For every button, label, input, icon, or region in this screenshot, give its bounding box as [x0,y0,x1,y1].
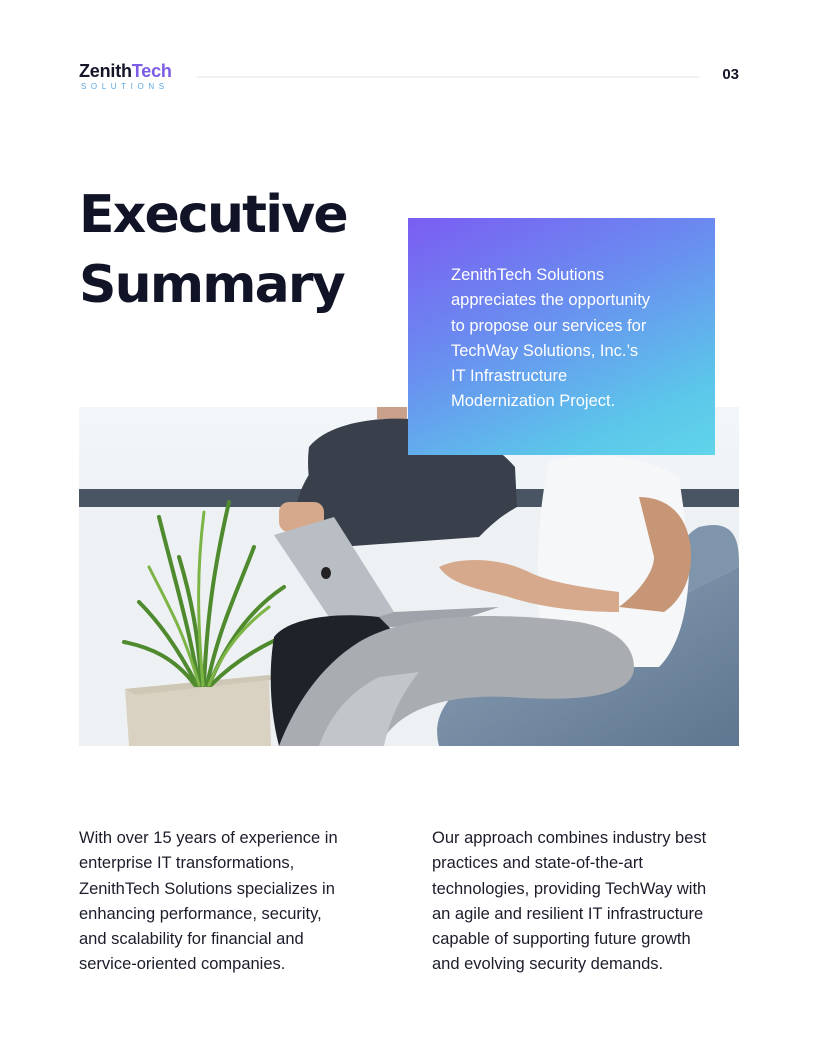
page-number: 03 [722,66,739,83]
company-logo [79,61,172,92]
logo-subtitle: SOLUTIONS [81,82,169,91]
body-line: ZenithTech Solutions specializes in [79,879,335,898]
page-title [79,180,347,320]
body-line: and evolving security demands. [432,955,664,974]
body-line: service-oriented companies. [79,955,286,974]
body-line: practices and state-of-the-art [432,854,643,873]
body-line: capable of supporting future growth [432,930,691,949]
callout-text [451,263,691,415]
team-photo [79,407,739,746]
body-paragraph-right [432,826,742,978]
page-header [79,61,739,95]
title-line-1: Executive [79,185,347,245]
callout-line: to propose our services for [451,316,647,335]
logo-word-zenith: Zenith [79,61,132,81]
callout-line: IT Infrastructure [451,367,568,386]
body-line: an agile and resilient IT infrastructure [432,904,704,923]
body-line: enterprise IT transformations, [79,854,295,873]
body-line: With over 15 years of experience in [79,829,338,847]
intro-callout [408,218,715,455]
logo-word-tech: Tech [131,61,172,81]
body-line: enhancing performance, security, [79,904,322,923]
callout-line: TechWay Solutions, Inc.’s [451,341,639,360]
header-divider [197,76,699,78]
body-paragraph-left [79,826,379,978]
callout-line: ZenithTech Solutions [451,266,605,284]
title-line-2: Summary [79,255,344,315]
body-line: and scalability for financial and [79,930,304,949]
logo-wordmark [79,61,172,81]
two-people-with-laptop-photo [79,407,739,746]
callout-line: appreciates the opportunity [451,291,651,310]
callout-line: Modernization Project. [451,392,616,411]
body-line: Our approach combines industry best [432,829,707,847]
body-line: technologies, providing TechWay with [432,879,707,898]
